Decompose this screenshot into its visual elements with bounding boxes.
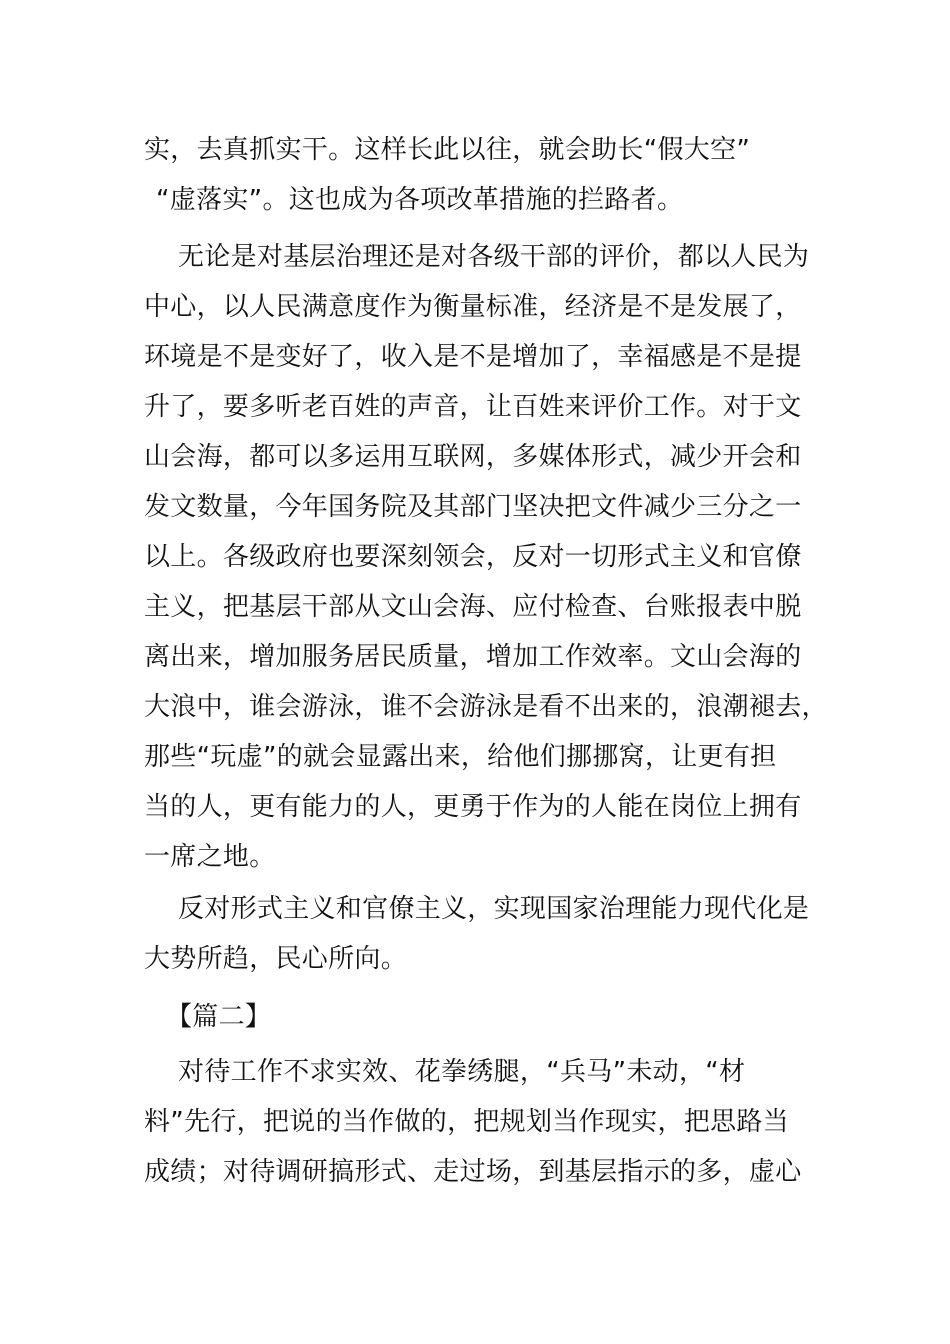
text-line: 环境是不是变好了，收入是不是增加了，幸福感是不是提 — [144, 342, 802, 372]
text-line: 山会海，都可以多运用互联网，多媒体形式，减少开会和 — [144, 442, 802, 472]
text-line: 主义，把基层干部从文山会海、应付检查、台账报表中脱 — [144, 592, 802, 622]
paragraph-article-two — [144, 1047, 804, 1197]
paragraph-continuation — [144, 125, 804, 225]
text-line: “虚落实”。这也成为各项改革措施的拦路者。 — [156, 185, 684, 215]
paragraph-conclusion — [144, 884, 810, 984]
paragraph-evaluation — [144, 232, 828, 882]
text-line: 反对形式主义和官僚主义，实现国家治理能力现代化是 — [178, 894, 810, 924]
text-line: 一席之地。 — [144, 842, 276, 872]
text-line: 当的人，更有能力的人，更勇于作为的人能在岗位上拥有 — [144, 792, 802, 822]
text-line: 料”先行，把说的当作做的，把规划当作现实，把思路当 — [144, 1107, 789, 1137]
section-heading-text: 【篇二】 — [166, 1002, 272, 1032]
text-line: 升了，要多听老百姓的声音，让百姓来评价工作。对于文 — [144, 392, 802, 422]
text-line: 大浪中，谁会游泳，谁不会游泳是看不出来的，浪潮褪去， — [144, 692, 828, 722]
text-line: 大势所趋，民心所向。 — [144, 944, 408, 974]
section-heading — [144, 992, 804, 1042]
text-line: 成绩；对待调研搞形式、走过场，到基层指示的多，虚心 — [144, 1157, 802, 1187]
text-line: 发文数量，今年国务院及其部门坚决把文件减少三分之一 — [144, 492, 802, 522]
text-line: 以上。各级政府也要深刻领会，反对一切形式主义和官僚 — [144, 542, 802, 572]
text-line: 离出来，增加服务居民质量，增加工作效率。文山会海的 — [144, 642, 802, 672]
text-line: 那些“玩虚”的就会显露出来，给他们挪挪窝，让更有担 — [144, 742, 777, 772]
text-line: 实，去真抓实干。这样长此以往，就会助长“假大空” — [144, 135, 751, 165]
text-line: 中心，以人民满意度作为衡量标准，经济是不是发展了， — [144, 292, 802, 322]
text-line: 对待工作不求实效、花拳绣腿，“兵马”未动，“材 — [178, 1057, 746, 1087]
text-line: 无论是对基层治理还是对各级干部的评价，都以人民为 — [178, 242, 810, 272]
